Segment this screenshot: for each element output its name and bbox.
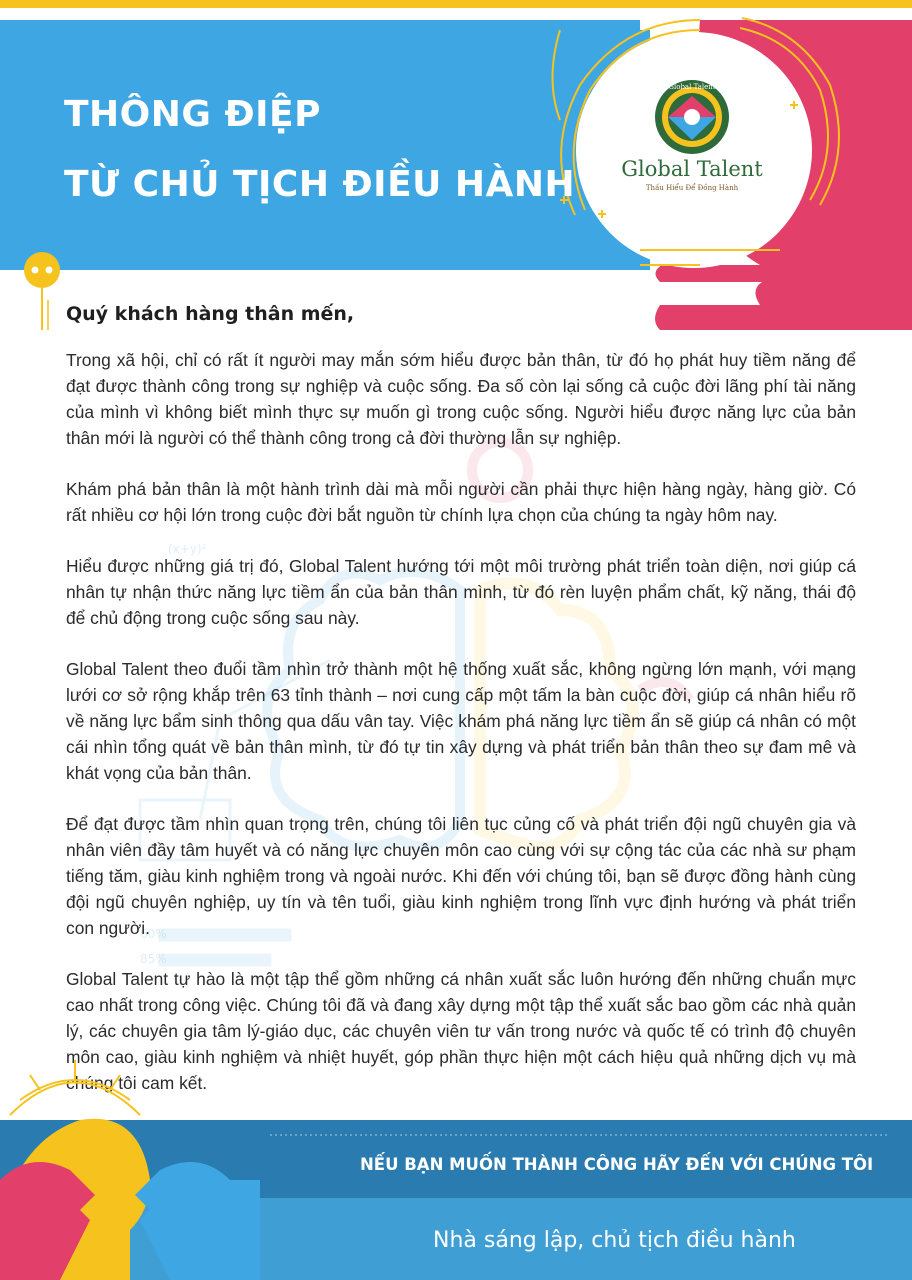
page-title-line-2: TỪ CHỦ TỊCH ĐIỀU HÀNH <box>64 164 576 205</box>
paragraph-1: Trong xã hội, chỉ có rất ít người may mắn sớm hiểu được bản thân, từ đó họ phát huy tiềm năng để đạt được thành công trong sự nghiệp và cuộc sống. Đa số còn lại sống cả cuộc đời lãng phí tài năng của mình vì không biết mình thực sự muốn gì trong cuộc sống. Người hiểu được năng lực của bản thân mới là người có thể thành công trong cả đời thường lẫn sự nghiệp. <box>66 350 856 448</box>
paragraph-4: Global Talent theo đuổi tầm nhìn trở thành một hệ thống xuất sắc, không ngừng lớn mạnh, với mạng lưới cơ sở rộng khắp trên 63 tỉnh thành – nơi cung cấp một tấm la bàn cuộc đời, giúp cá nhân hiểu rõ về năng lực bẩm sinh thông qua dấu vân tay. Việc khám phá năng lực tiềm ẩn sẽ giúp cá nhân có một cái nhìn tổng quát về bản thân mình, từ đó tự tin xây dựng và phát triển bản thân theo sự đam mê và khát vọng của bản thân. <box>66 659 856 783</box>
paragraph-2: Khám phá bản thân là một hành trình dài mà mỗi người cần phải thực hiện hàng ngày, hàng giờ. Có rất nhiều cơ hội lớn trong cuộc đời bắt nguồn từ chính lựa chọn của chúng ta ngày hôm nay. <box>66 479 856 525</box>
top-yellow-strip <box>0 0 912 8</box>
paragraph-5: Để đạt được tầm nhìn quan trọng trên, chúng tôi liên tục củng cố và phát triển đội ngũ chuyên gia và nhân viên đầy tâm huyết và có năng lực chuyên môn cao cùng với sự cộng tác của các nhà sư phạm tiếng tăm, giàu kinh nghiệm trong và ngoài nước. Khi đến với chúng tôi, bạn sẽ được đồng hành cùng đội ngũ chuyên nghiệp, uy tín và tên tuổi, giàu kinh nghiệm trong lĩnh vực định hướng và phát triển con người. <box>66 814 856 938</box>
page-title-line-1: THÔNG ĐIỆP <box>64 94 322 135</box>
paragraph-3: Hiểu được những giá trị đó, Global Talent hướng tới một môi trường phát triển toàn diện, nơi giúp cá nhân tự nhận thức năng lực tiềm ẩn của bản thân mình, từ đó rèn luyện phẩm chất, kỹ năng, thái độ để chủ động trong cuộc sống sau này. <box>66 556 856 628</box>
footer-slogan: NẾU BẠN MUỐN THÀNH CÔNG HÃY ĐẾN VỚI CHÚNG TÔI <box>360 1155 874 1174</box>
logo-name: Global Talent <box>621 157 763 181</box>
dots-icon <box>24 252 60 330</box>
letter-body <box>66 303 856 1121</box>
formula-label: (x+y)² <box>168 542 207 556</box>
greeting: Quý khách hàng thân mến, <box>66 303 355 325</box>
logo-tagline: Thấu Hiểu Để Đồng Hành <box>645 184 739 192</box>
percent-label-1: 60% <box>140 927 167 941</box>
svg-text:Global Talent: Global Talent <box>668 83 716 91</box>
paragraph-6: Global Talent tự hào là một tập thể gồm những cá nhân xuất sắc luôn hướng đến những chuẩn mực cao nhất trong công việc. Chúng tôi đã và đang xây dựng một tập thể xuất sắc bao gồm các nhà quản lý, các chuyên gia tâm lý-giáo dục, các chuyên viên tư vấn trong nước và quốc tế có trình độ chuyên môn cao, giàu kinh nghiệm và nhiệt huyết, góp phần thực hiện một cách hiệu quả những dịch vụ mà chúng tôi cam kết. <box>66 969 856 1093</box>
global-talent-logo-emblem <box>655 80 729 154</box>
footer-signature: Nhà sáng lập, chủ tịch điều hành <box>433 1228 796 1253</box>
percent-label-2: 85% <box>140 952 167 966</box>
